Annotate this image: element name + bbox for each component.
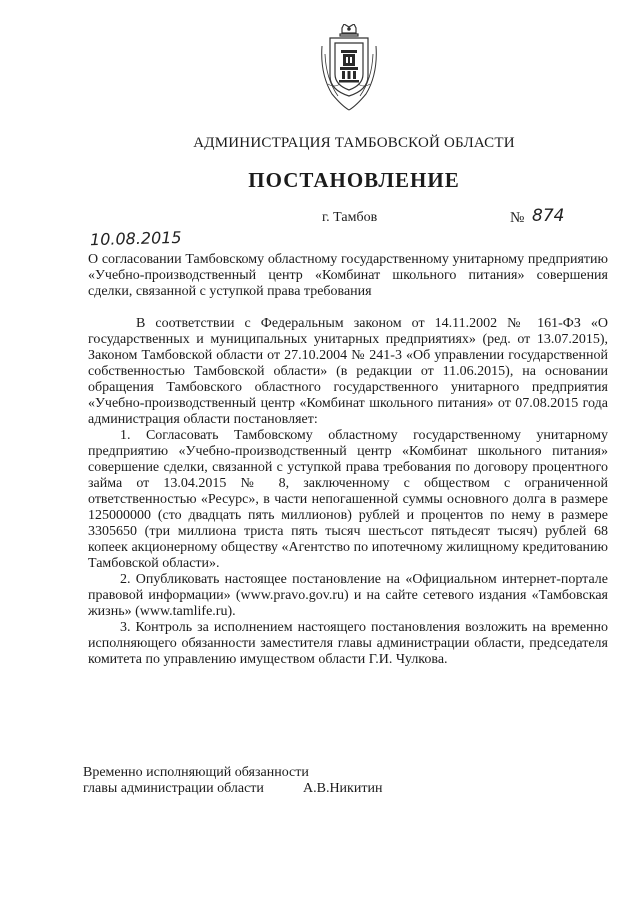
signatory-name: А.В.Никитин — [303, 781, 383, 796]
document-subject: О согласовании Тамбовскому областному государственному унитарному предприятию «Учебно-производственный центр «Комбинат школьного питания» совершения сделки, связанной с уступкой права требования — [88, 252, 608, 299]
signatory-position-line-1: Временно исполняющий обязанности — [83, 765, 309, 780]
item-3-paragraph: 3. Контроль за исполнением настоящего постановления возложить на временно исполняющего обязанности заместителя главы администрации области, председателя комитета по управлению имуществом области Г.И. Чулкова. — [88, 620, 608, 667]
coat-of-arms-icon — [320, 24, 378, 112]
document-date: 10.08.2015 — [89, 227, 182, 250]
signatory-position-line-2: главы администрации области — [83, 781, 264, 796]
document-type-title: ПОСТАНОВЛЕНИЕ — [248, 168, 460, 192]
item-2-paragraph: 2. Опубликовать настоящее постановление на «Официальном интернет-портале правовой информации» (www.pravo.gov.ru) и на сайте сетевого издания «Тамбовская жизнь» (www.tamlife.ru). — [88, 572, 608, 619]
item-1-paragraph: 1. Согласовать Тамбовскому областному государственному унитарному предприятию «Учебно-производственный центр «Комбинат школьного питания» совершение сделки, связанной с уступкой права требования по договору процентного займа от 13.04.2015 № 8, заключенному с обществом с ограниченной ответственностью «Ресурс», в части непогашенной суммы основного долга в размере 125000000 (сто двадцать пять миллионов) рублей и процентов по нему в размере 3305650 (три миллиона триста пять тысяч шестьсот пятьдесят тысяч) рублей 68 копеек акционерному обществу «Агентство по ипотечному жилищному кредитованию Тамбовской области». — [88, 428, 608, 571]
signature-block — [83, 765, 483, 797]
preamble-paragraph: В соответствии с Федеральным законом от 14.11.2002 № 161-ФЗ «О государственных и муниципальных унитарных предприятиях» (ред. от 13.07.2015), Законом Тамбовской области от 27.10.2004 № 241-3 «Об управлении государственной собственностью Тамбовской области» (в редакции от 11.06.2015), на основании обращения Тамбовского областного государственного унитарного предприятия «Учебно-производственный центр «Комбинат школьного питания» от 07.08.2015 года администрация области постановляет: — [88, 316, 608, 427]
organization-name: АДМИНИСТРАЦИЯ ТАМБОВСКОЙ ОБЛАСТИ — [193, 135, 515, 151]
document-body — [88, 316, 608, 668]
number-label: № — [510, 210, 525, 226]
document-number: 874 — [532, 206, 565, 226]
city-label: г. Тамбов — [322, 210, 378, 225]
